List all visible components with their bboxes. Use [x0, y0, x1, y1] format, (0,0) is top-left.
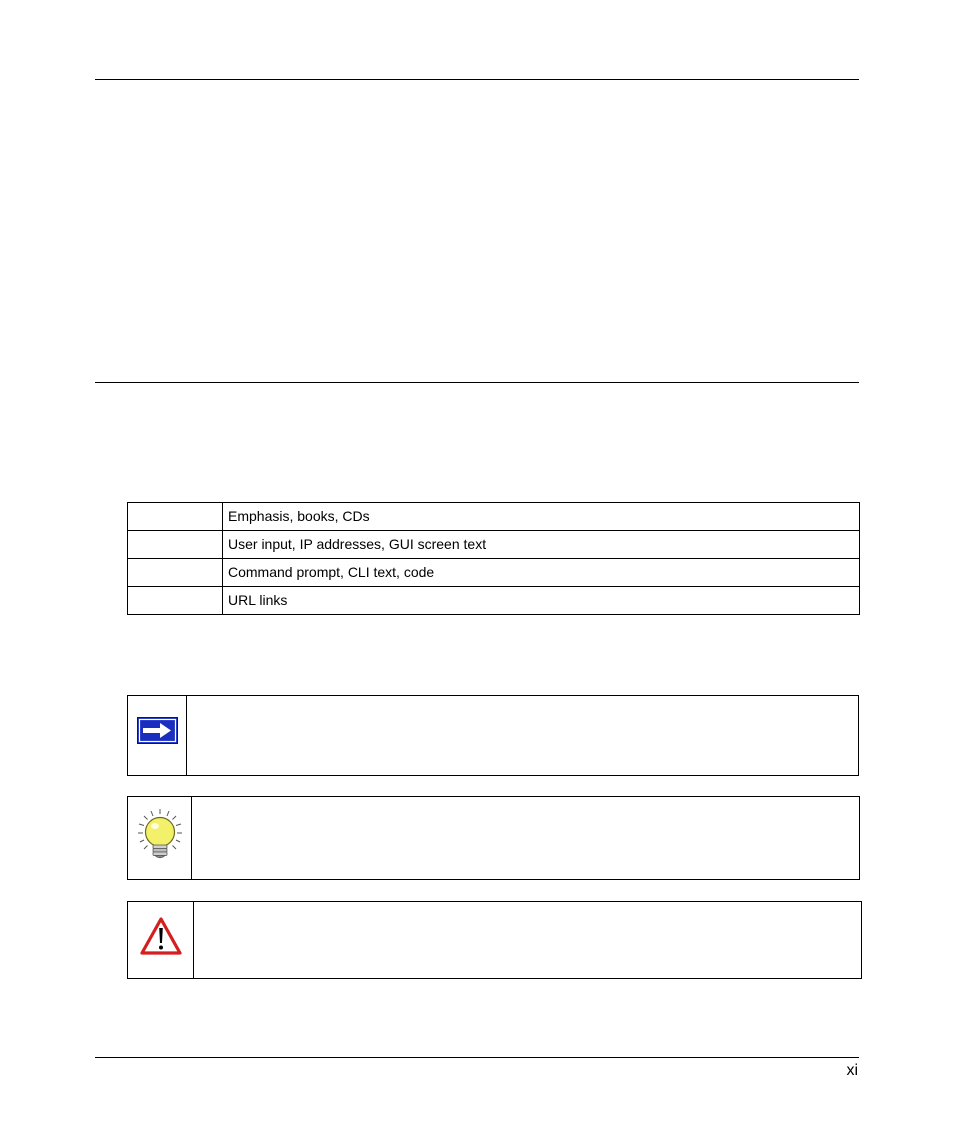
note-arrow-icon: [137, 717, 178, 744]
top-rule: [95, 79, 859, 80]
style-cell: [128, 503, 223, 531]
tip-icon-cell: [128, 797, 192, 879]
warning-icon-cell: [128, 902, 194, 978]
description-cell: URL links: [223, 587, 860, 615]
table-row: [128, 587, 860, 615]
typography-conventions-table: [127, 502, 860, 615]
table-row: [128, 503, 860, 531]
style-cell: [128, 587, 223, 615]
warning-triangle-icon: [139, 916, 183, 956]
table-row: [128, 559, 860, 587]
tip-text: [192, 797, 859, 879]
tip-lightbulb-icon: [134, 807, 186, 863]
style-cell: [128, 559, 223, 587]
footer-rule: [95, 1057, 859, 1058]
table-row: [128, 531, 860, 559]
tip-box: [127, 796, 860, 880]
description-cell: Command prompt, CLI text, code: [223, 559, 860, 587]
warning-text: [194, 902, 861, 978]
note-text: [187, 696, 858, 775]
note-icon-cell: [128, 696, 187, 775]
description-cell: Emphasis, books, CDs: [223, 503, 860, 531]
section-rule: [95, 382, 859, 383]
note-box: [127, 695, 859, 776]
style-cell: [128, 531, 223, 559]
description-cell: User input, IP addresses, GUI screen text: [223, 531, 860, 559]
page-number: xi: [846, 1062, 858, 1079]
warning-box: [127, 901, 862, 979]
